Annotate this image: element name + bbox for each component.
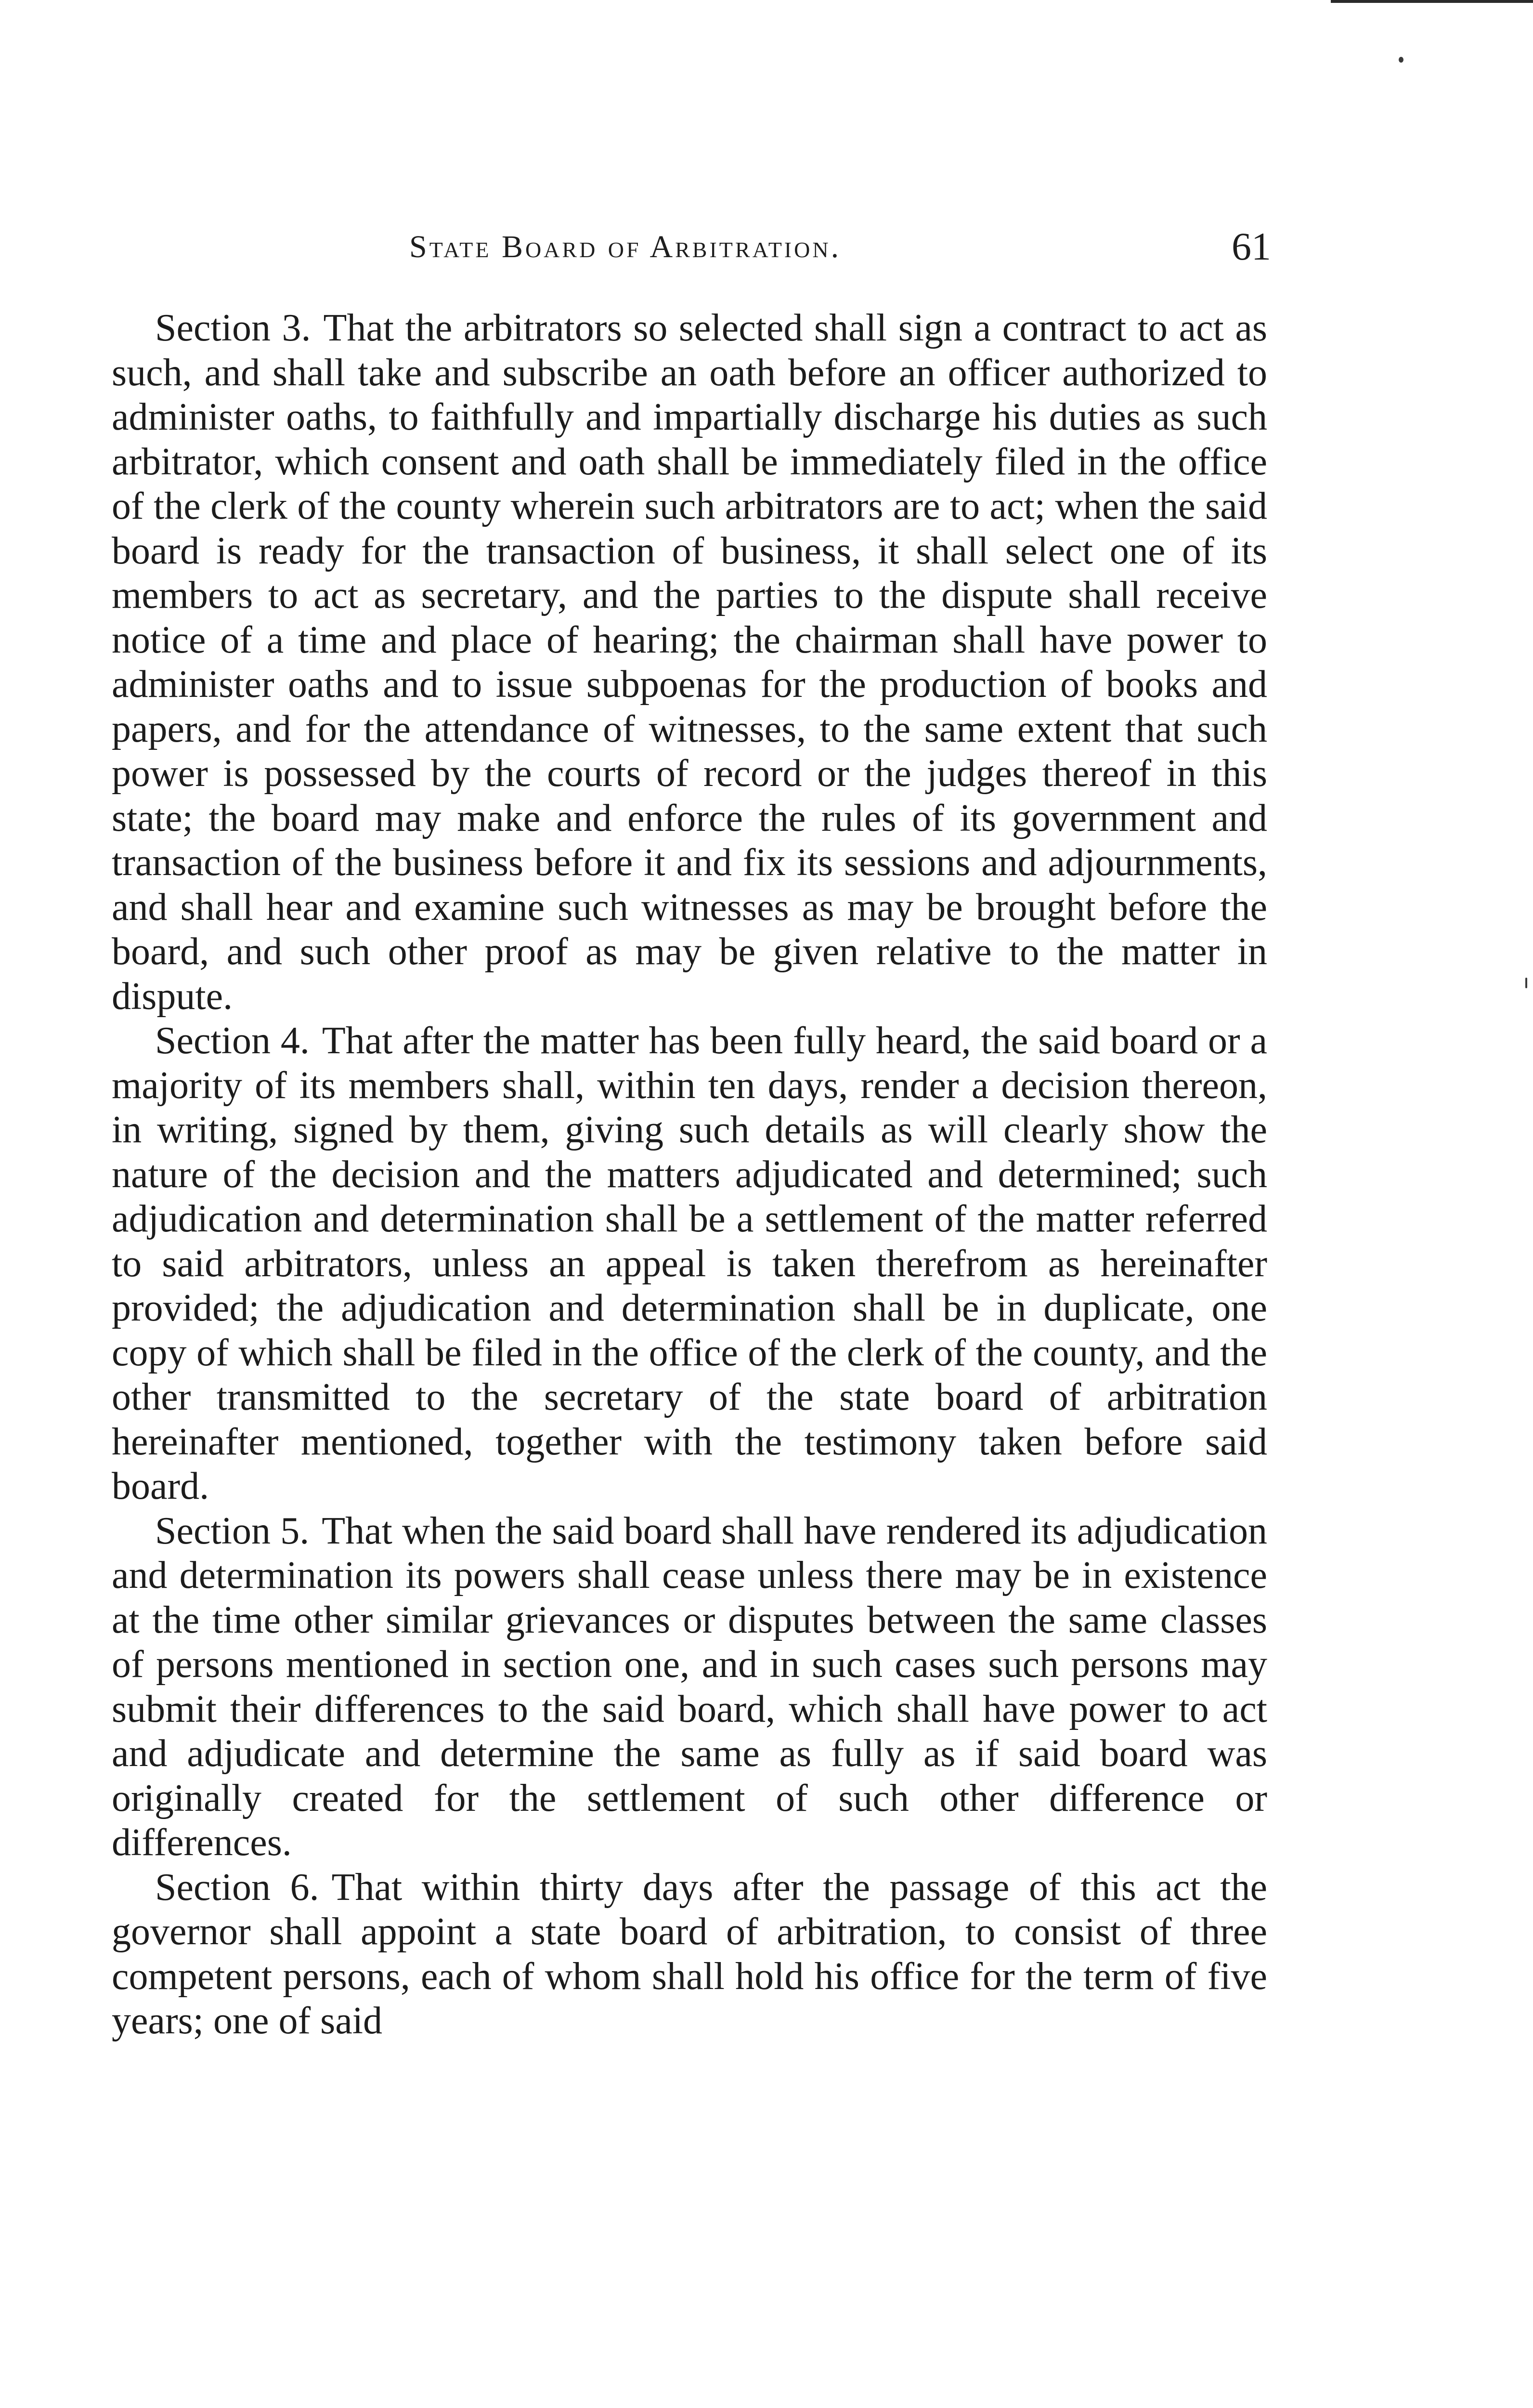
scan-edge-mark bbox=[1331, 0, 1533, 3]
section-6 bbox=[112, 1865, 1267, 2043]
section-text: That after the matter has been fully heard, the said board or a majority of its members shall, within ten days, render a decision thereon, in writing, signed by them, giving such details as will clearly show the nature of the decision and the matters adjudicated and determined; such adjudication and determination shall be a settlement of the matter referred to said arbitrators, unless an appeal is taken therefrom as hereinafter provided; the adjudication and determination shall be in duplicate, one copy of which shall be filed in the office of the clerk of the county, and the other transmitted to the secretary of the state board of arbitration hereinafter mentioned, together with the testimony taken before said board. bbox=[112, 1020, 1268, 1507]
section-text: That within thirty days after the passage of this act the governor shall appoint a state board of arbitration, to consist of three competent persons, each of whom shall hold his office for the term of five years; one of said bbox=[112, 1866, 1267, 2042]
section-label: Section 4. bbox=[155, 1020, 310, 1062]
body-text bbox=[112, 306, 1267, 2043]
section-label: Section 3. bbox=[155, 307, 311, 349]
section-5 bbox=[112, 1509, 1267, 1865]
section-4 bbox=[112, 1019, 1267, 1509]
running-head-title: State Board of Arbitration. bbox=[409, 229, 842, 264]
scan-speck bbox=[1399, 57, 1403, 63]
scan-speck bbox=[1525, 978, 1527, 988]
section-text: That when the said board shall have rendered its adjudication and determination its powers shall cease unless there may be in existence at the time other similar grievances or disputes between the same classes of persons mentioned in section one, and in such cases such persons may submit their differences to the said board, which shall have power to act and adjudicate and determine the same as fully as if said board was originally created for the settlement of such other difference or differences. bbox=[112, 1509, 1268, 1864]
page-number: 61 bbox=[1232, 224, 1271, 268]
section-label: Section 6. bbox=[155, 1866, 319, 1909]
section-3 bbox=[112, 306, 1267, 1019]
section-text: That the arbitrators so selected shall sign a contract to act as such, and shall take and subscribe an oath before an officer authorized to administer oaths, to faithfully and impartially discharge his duties as such arbitrator, which consent and oath shall be immediately filed in the office of the clerk of the county wherein such arbitrators are to act; when the said board is ready for the transaction of business, it shall select one of its members to act as secretary, and the parties to the dispute shall receive notice of a time and place of hearing; the chairman shall have power to administer oaths and to issue subpoenas for the production of books and papers, and for the attendance of witnesses, to the same extent that such power is possessed by the courts of record or the judges thereof in this state; the board may make and enforce the rules of its government and transaction of the business before it and fix its sessions and adjournments, and shall hear and examine such witnesses as may be brought before the board, and such other proof as may be given relative to the matter in dispute. bbox=[112, 307, 1267, 1018]
section-label: Section 5. bbox=[155, 1509, 310, 1552]
running-head bbox=[111, 219, 1271, 277]
